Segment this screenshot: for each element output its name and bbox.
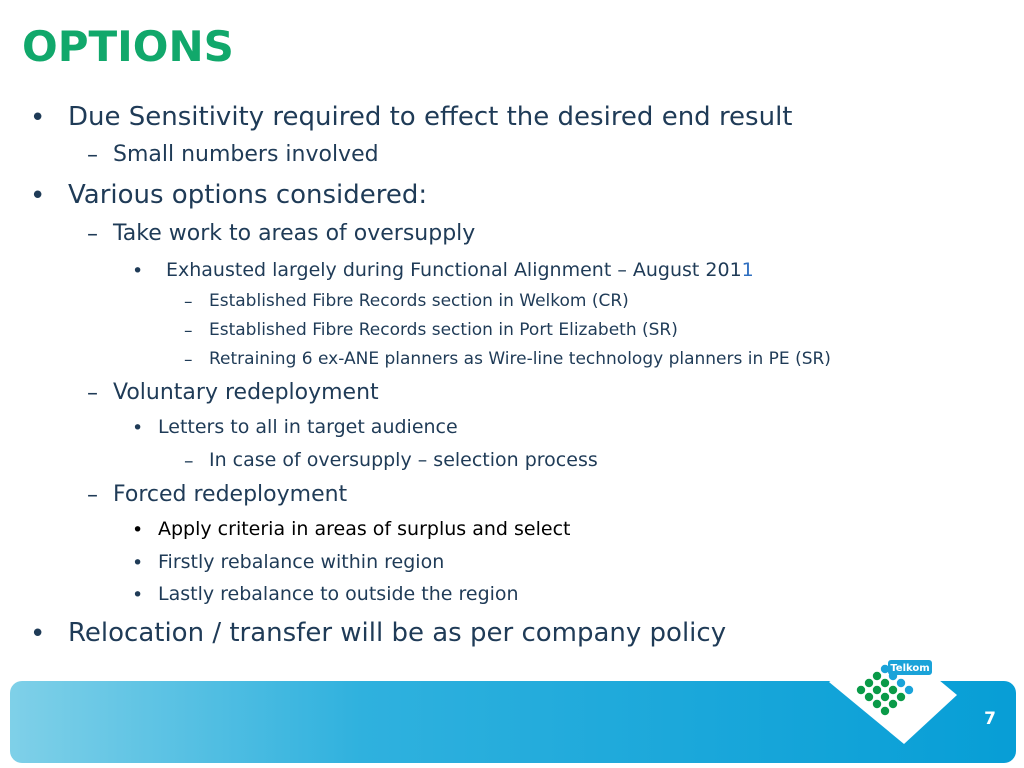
dash-marker: – <box>87 381 98 406</box>
bullet-marker: • <box>132 519 144 541</box>
dash-marker: – <box>184 450 194 472</box>
bullet-marker: • <box>30 103 46 133</box>
bullet-marker: • <box>132 260 144 282</box>
bullet-various-options: Various options considered: <box>68 180 428 210</box>
slide-title: OPTIONS <box>22 22 234 71</box>
page-number: 7 <box>984 709 996 729</box>
sub-bullet-voluntary: Voluntary redeployment <box>113 380 379 405</box>
bullet-marker: • <box>132 584 144 606</box>
item-rebalance-within: Firstly rebalance within region <box>158 551 445 573</box>
logo-text: Telkom <box>890 663 930 674</box>
item-port-elizabeth: Established Fibre Records section in Port Elizabeth (SR) <box>209 320 678 340</box>
sub-bullet-take-work: Take work to areas of oversupply <box>113 221 476 246</box>
exhausted-year-tail: 1 <box>741 259 754 281</box>
bullet-marker: • <box>132 552 144 574</box>
bullet-relocation: Relocation / transfer will be as per company policy <box>68 618 727 648</box>
item-apply-criteria: Apply criteria in areas of surplus and select <box>158 518 571 540</box>
dash-marker: – <box>184 292 193 312</box>
exhausted-text: Exhausted largely during Functional Alignment – August 201 <box>166 259 742 281</box>
dash-marker: – <box>87 222 98 247</box>
bullet-due-sensitivity: Due Sensitivity required to effect the desired end result <box>68 102 793 132</box>
item-oversupply-selection: In case of oversupply – selection process <box>209 449 598 471</box>
bullet-marker: • <box>30 181 46 211</box>
sub-bullet-forced: Forced redeployment <box>113 482 348 507</box>
item-letters: Letters to all in target audience <box>158 416 458 438</box>
item-rebalance-outside: Lastly rebalance to outside the region <box>158 583 519 605</box>
item-retraining: Retraining 6 ex-ANE planners as Wire-line technology planners in PE (SR) <box>209 349 831 369</box>
dash-marker: – <box>87 143 98 168</box>
sub-bullet-small-numbers: Small numbers involved <box>113 142 379 167</box>
dash-marker: – <box>87 483 98 508</box>
telkom-logo-icon <box>829 640 959 745</box>
bullet-marker: • <box>132 417 144 439</box>
sub-bullet-exhausted <box>166 259 754 281</box>
telkom-logo <box>829 640 959 745</box>
dash-marker: – <box>184 350 193 370</box>
bullet-marker: • <box>30 619 46 649</box>
dash-marker: – <box>184 321 193 341</box>
item-welkom: Established Fibre Records section in Welkom (CR) <box>209 291 629 311</box>
